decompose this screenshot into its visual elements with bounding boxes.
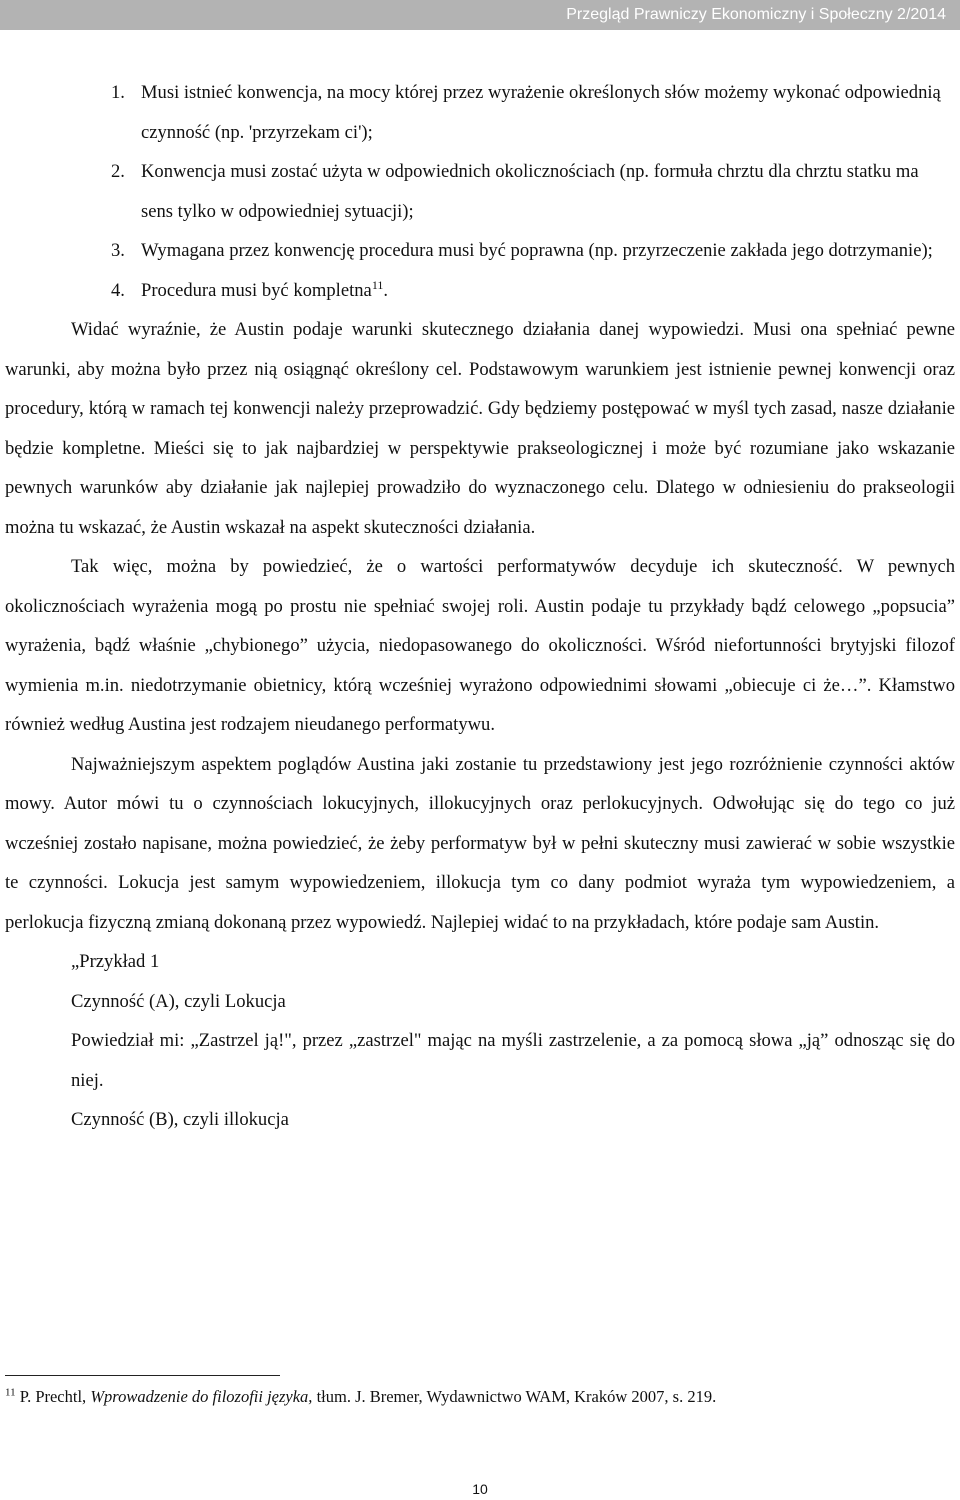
- footnote-ref[interactable]: 11: [371, 277, 384, 292]
- paragraph: Tak więc, można by powiedzieć, że o wartości performatywów decyduje ich skuteczność. W pewnych okolicznościach wyrażenia mogą po prostu nie spełniać swojej roli. Austin podaje tu przykłady bądź celowego „popsucia” wyrażenia, bądź właśnie „chybionego” użycia, niedopasowanego do okoliczności. Wśród niefortunności brytyjski filozof wymienia m.in. niedotrzymanie obietnicy, którą wcześniej wyrażono odpowiednimi słowami „obiecuje ci że…”. Kłamstwo również według Austina jest rodzajem nieudanego performatywu.: [5, 556, 955, 735]
- example-block: [5, 942, 955, 1140]
- page-number: 10: [472, 1481, 488, 1497]
- paragraph: Najważniejszym aspektem poglądów Austina jaki zostanie tu przedstawiony jest jego rozróżnienie czynności aktów mowy. Autor mówi tu o czynnościach lokucyjnych, illokucyjnych oraz perlokucyjnych. Odwołując się do tego co już wcześniej zostało napisane, można powiedzieć, że żeby performatyw był w pełni skuteczny musi zawierać w sobie wszystkie te czynności. Lokucja jest samym wypowiedzeniem, illokucja tym co dany podmiot wyraża tym wypowiedzeniem, a perlokucja fizyczną zmianą dokonaną przez wypowiedź. Najlepiej widać to na przykładach, które podaje sam Austin.: [5, 753, 955, 933]
- footnote-details: tłum. J. Bremer, Wydawnictwo WAM, Kraków 2007, s. 219.: [316, 1387, 717, 1406]
- list-item: [111, 152, 955, 231]
- list-text: Wymagana przez konwencję procedura musi być poprawna (np. przyrzeczenie zakłada jego dotrzymanie);: [141, 240, 933, 261]
- footnote-book-title: Wprowadzenie do filozofii języka,: [90, 1387, 313, 1406]
- footnote-author: P. Prechtl,: [19, 1387, 87, 1406]
- footnote: [5, 1386, 945, 1408]
- journal-title: Przegląd Prawniczy Ekonomiczny i Społeczny 2/2014: [566, 6, 946, 23]
- list-text: Konwencja musi zostać użyta w odpowiednich okolicznościach (np. formuła chrztu dla chrztu statku ma sens tylko w odpowiedniej sytuacji);: [141, 161, 919, 222]
- footnote-number: 11: [5, 1386, 16, 1399]
- example-quote: Powiedział mi: „Zastrzel ją!", przez „zastrzel" mając na myśli zastrzelenie, a za pomocą słowa „ją” odnosząc się do niej.: [71, 1030, 955, 1091]
- list-item: [111, 231, 955, 271]
- list-number: 1.: [111, 82, 125, 103]
- example-act-a: Czynność (A), czyli Lokucja: [71, 990, 286, 1012]
- example-act-b: Czynność (B), czyli illokucja: [71, 1109, 289, 1130]
- page-body: [5, 73, 955, 1140]
- list-item: [111, 271, 955, 311]
- list-text-end: .: [383, 279, 389, 301]
- list-text: Procedura musi być kompletna: [141, 279, 372, 301]
- list-item: [111, 73, 955, 152]
- paragraph: Widać wyraźnie, że Austin podaje warunki skutecznego działania danej wypowiedzi. Musi ona spełniać pewne warunki, aby można było przez nią osiągnąć określony cel. Podstawowym warunkiem jest istnienie pewnej konwencji oraz procedury, którą w ramach tej konwencji należy przeprowadzić. Gdy będziemy postępować w myśl tych zasad, nasze działanie będzie kompletne. Mieści się to jak najbardziej w perspektywie prakseologicznej i może być rozumiane jako wskazanie pewnych warunków aby działanie jak najlepiej prowadziło do wyznaczonego celu. Dlatego w odniesieniu do prakseologii można tu wskazać, że Austin wskazał na aspekt skuteczności działania.: [5, 319, 955, 538]
- journal-header: [0, 0, 960, 30]
- list-number: 2.: [111, 161, 125, 182]
- list-number: 3.: [111, 240, 125, 261]
- list-number: 4.: [111, 279, 125, 301]
- conditions-list: [5, 73, 955, 310]
- example-title: „Przykład 1: [71, 951, 160, 972]
- list-text: Musi istnieć konwencja, na mocy której przez wyrażenie określonych słów możemy wykonać odpowiednią czynność (np. 'przyrzekam ci');: [141, 82, 941, 143]
- footnote-separator: [5, 1375, 280, 1376]
